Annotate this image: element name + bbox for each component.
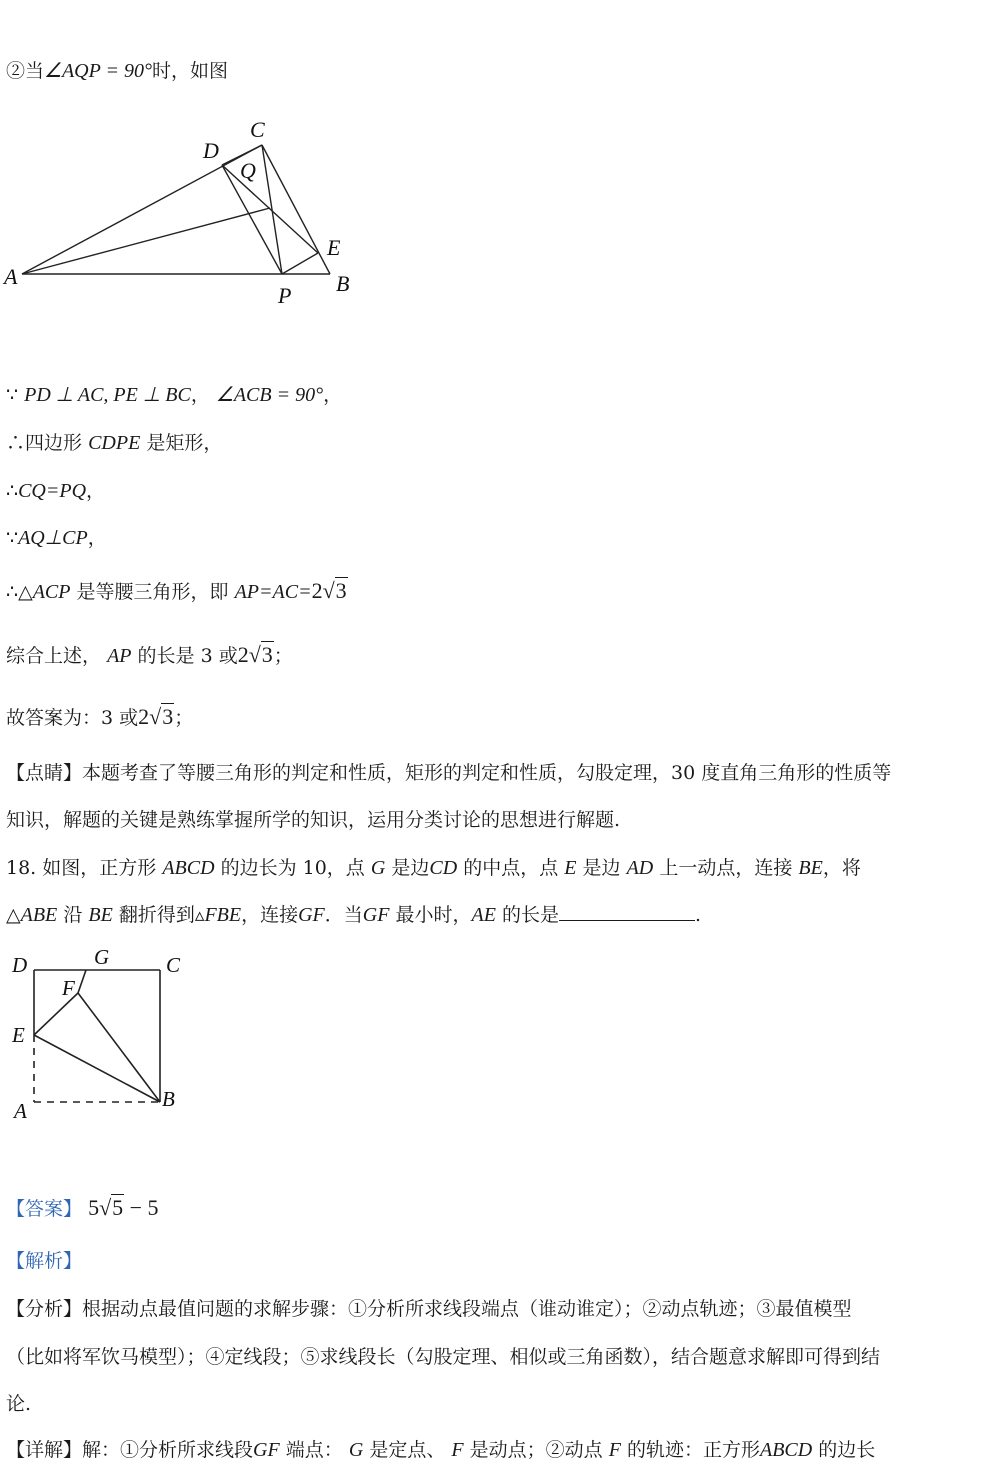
text: 最小时， [395,904,472,926]
label-b: B [336,271,350,296]
text-line [6,525,107,551]
label-d: D [12,953,28,977]
label-g: G [94,945,110,969]
text-line [6,704,193,731]
text: ②当 [6,60,45,82]
label-p: P [278,283,292,308]
text: 上一动点，连接 [659,857,793,879]
text: 是边 [582,857,621,879]
text: . [695,904,702,926]
analysis-tag: 【解析】 [6,1250,83,1272]
text-line [6,855,861,881]
math: ∠AQP = 90° [44,60,152,82]
text: 论. [6,1393,32,1415]
label-q: Q [240,158,256,183]
label-a: A [14,1099,27,1123]
text: 是定点、 [369,1439,446,1461]
text: ， [190,384,210,406]
math: ABCD [759,1439,813,1461]
text: ．当 [324,904,363,926]
label-e: E [327,235,341,260]
text-line [6,1344,880,1370]
text: 综合上述， [6,645,102,667]
text: ， [323,384,343,406]
section-tag: 【分析】 [6,1298,83,1320]
text: ，将 [822,857,861,879]
math: F [608,1439,621,1461]
text: 是矩形， [146,432,223,454]
sqrt-expression: 2√3 [311,578,347,603]
therefore-triangle-symbol: ∴△ [6,581,33,603]
triangle-symbol: ▵ [194,904,205,926]
math: BE [798,857,823,879]
triangle-symbol: △ [6,904,21,926]
text: 的中点，点 [463,857,559,879]
text-line [6,1296,852,1322]
math: E [564,857,577,879]
math: ACP [32,581,71,603]
triangle-figure [0,110,370,310]
math: AQ⊥CP [18,527,88,549]
text: 的边长 [818,1439,876,1461]
text: 是动点；②动点 [469,1439,603,1461]
label-c: C [250,117,265,142]
label-e: E [12,1023,25,1047]
section-tag: 【点睛】 [6,762,83,784]
analysis-line [6,1248,82,1274]
text: ， [86,480,106,502]
math: ABE [20,904,58,926]
text-line [6,478,105,504]
label-b: B [162,1087,175,1111]
text-line [6,1437,875,1463]
text: 知识，解题的关键是熟练掌握所学的知识，运用分类讨论的思想进行解题. [6,809,621,831]
label-c: C [166,953,181,977]
math: PD ⊥ AC, PE ⊥ BC [24,384,191,406]
math: BE [88,904,113,926]
math: GF [362,904,390,926]
square-figure [0,940,200,1125]
text: 故答案为：3 或 [6,707,139,729]
text: 端点： [285,1439,343,1461]
math: G [348,1439,364,1461]
sqrt-expression: 2√3 [138,704,174,729]
label-d: D [203,138,219,163]
text: 根据动点最值问题的求解步骤：①分析所求线段端点（谁动谁定）；②动点轨迹；③最值模型 [82,1298,852,1320]
sqrt-expression: 2√3 [237,642,273,667]
text: 的长是 3 或 [137,645,238,667]
math: CD [429,857,458,879]
text-line [6,642,293,669]
text: 翻折得到 [118,904,195,926]
answer-tag: 【答案】 [6,1198,83,1220]
text: ； [273,645,293,667]
math: FBE [204,904,242,926]
therefore-symbol: ∴ [6,432,26,454]
text-line [6,1391,31,1417]
answer-line [6,1195,159,1222]
math: AP [107,645,132,667]
math: ∠ACB = 90° [215,384,324,406]
math: ABCD [162,857,215,879]
text-line [6,902,701,928]
text-line [6,760,891,786]
math: GF [253,1439,280,1461]
label-f: F [62,976,75,1000]
answer-blank [559,902,695,921]
text: 是等腰三角形，即 [76,581,229,603]
text: 的轨迹：正方形 [626,1439,760,1461]
text-line [6,382,342,408]
text: ， [87,527,107,549]
text-line [6,807,620,833]
text: 本题考查了等腰三角形的判定和性质，矩形的判定和性质，勾股定理，30 度直角三角形的性质等 [82,762,892,784]
text: 是边 [391,857,430,879]
math: AP=AC= [234,581,312,603]
because-symbol: ∵ [6,384,19,406]
because-symbol: ∵ [6,527,19,549]
text: 沿 [63,904,83,926]
math: AE [471,904,496,926]
text: ，连接 [241,904,299,926]
text: 的长是 [502,904,560,926]
text-line [6,58,228,84]
text: 四边形 [25,432,83,454]
text: 18. 如图，正方形 [6,857,157,879]
text: 的边长为 10，点 [220,857,365,879]
math: AD [626,857,654,879]
sqrt-expression: 5√5 − 5 [88,1195,159,1220]
text: 解：①分析所求线段 [82,1439,254,1461]
math: CQ=PQ [18,480,87,502]
therefore-symbol: ∴ [6,480,19,502]
label-a: A [4,264,18,289]
text-line [6,578,348,605]
text: 时，如图 [151,60,228,82]
section-tag: 【详解】 [6,1439,83,1461]
math: F [451,1439,464,1461]
math: GF [298,904,325,926]
text: ； [174,707,194,729]
text: （比如将军饮马模型）；④定线段；⑤求线段长（勾股定理、相似或三角函数），结合题意求解即可得到结 [6,1346,881,1368]
text-line [6,430,222,456]
math: G [370,857,386,879]
math: CDPE [88,432,141,454]
